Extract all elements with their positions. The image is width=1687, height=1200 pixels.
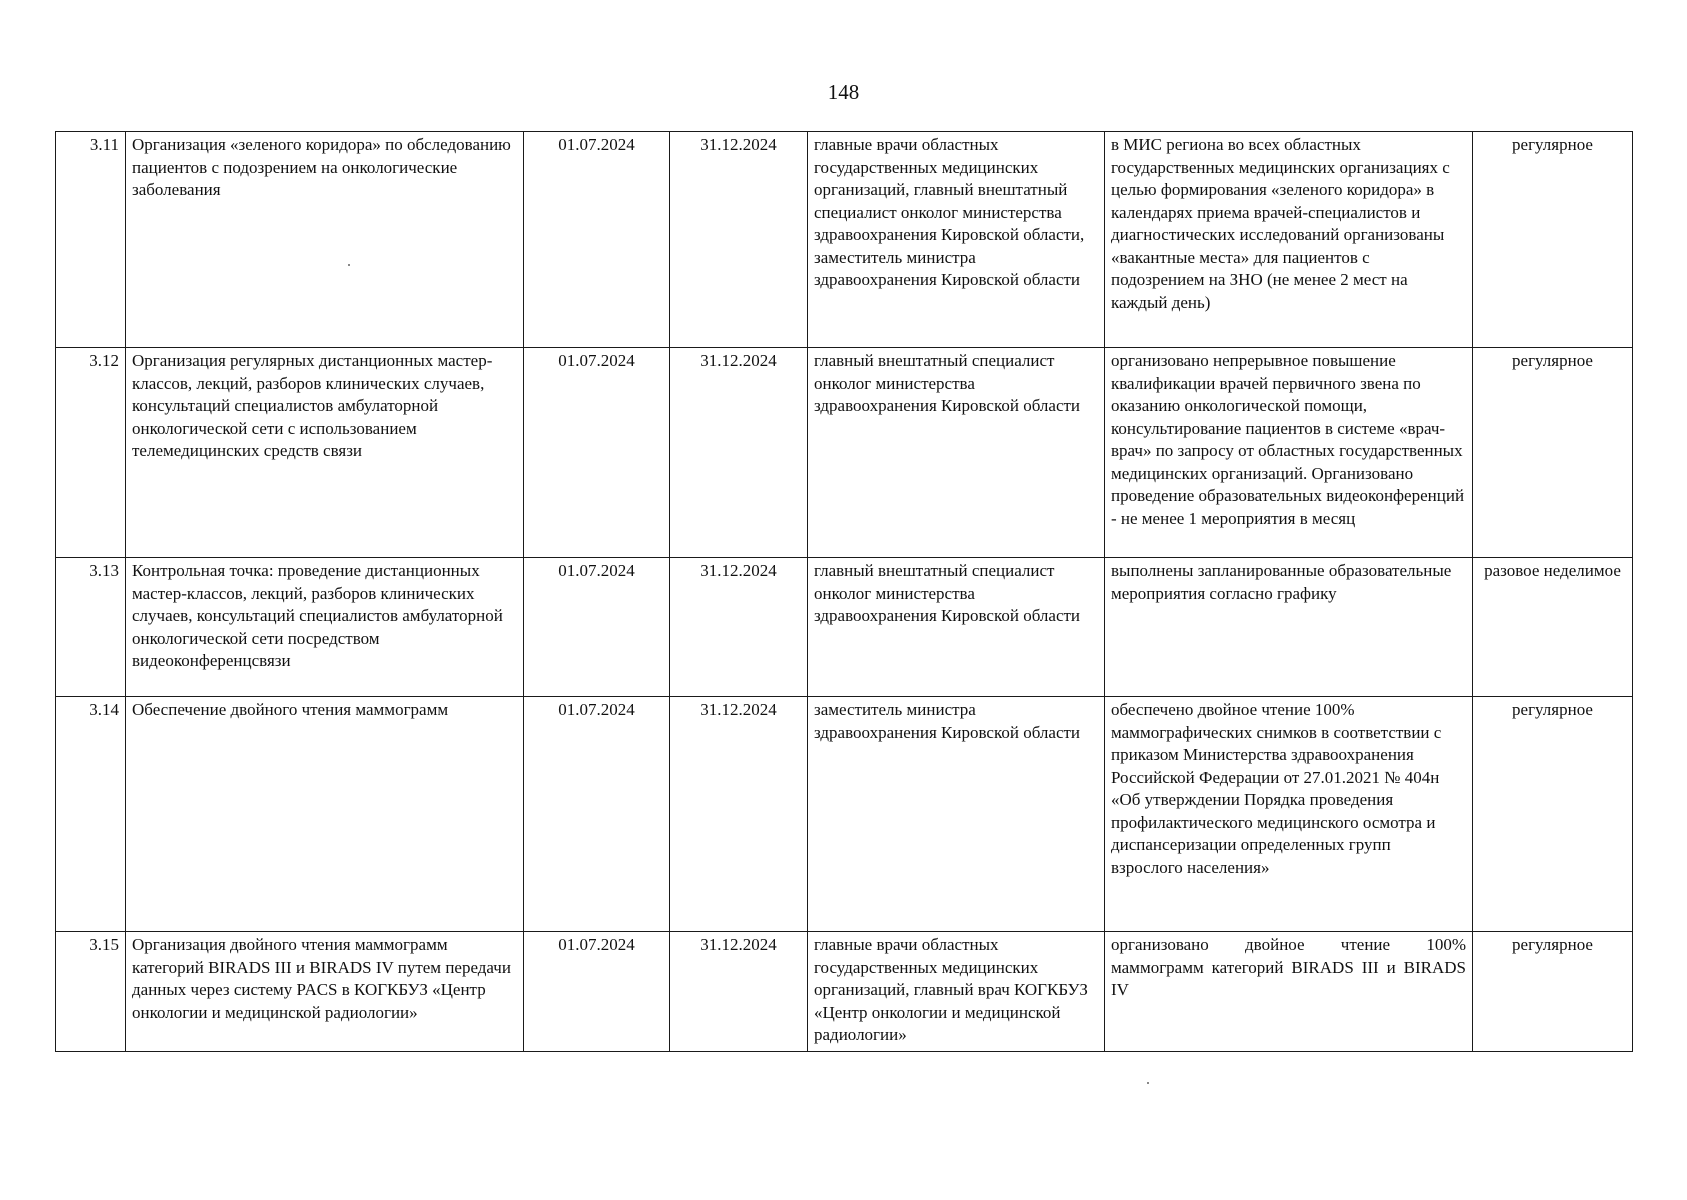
result: организовано непрерывное повышение квалификации врачей первичного звена по оказанию онкологической помощи, консультирование пациентов в системе «врач-врач» по запросу от областных государственных медицинских организаций. Организовано проведение образовательных видеоконференций - не менее 1 мероприятия в месяц [1105,348,1473,558]
start-date: 01.07.2024 [524,932,670,1052]
table-row [56,697,1633,932]
responsible: заместитель министра здравоохранения Кировской области [808,697,1105,932]
end-date: 31.12.2024 [670,348,808,558]
row-number: 3.13 [56,558,126,697]
start-date: 01.07.2024 [524,558,670,697]
table-row [56,132,1633,348]
measure-title: Контрольная точка: проведение дистанционных мастер-классов, лекций, разборов клинических случаев, консультаций специалистов амбулаторной онкологической сети посредством видеоконференцсвязи [126,558,524,697]
row-number: 3.12 [56,348,126,558]
result: обеспечено двойное чтение 100% маммографических снимков в соответствии с приказом Министерства здравоохранения Российской Федерации от 27.01.2021 № 404н «Об утверждении Порядка проведения профилактического медицинского осмотра и диспансеризации определенных групп взрослого населения» [1105,697,1473,932]
start-date: 01.07.2024 [524,348,670,558]
responsible: главные врачи областных государственных медицинских организаций, главный внештатный специалист онколог министерства здравоохранения Кировской области, заместитель министра здравоохранения Кировской области [808,132,1105,348]
responsible: главный внештатный специалист онколог министерства здравоохранения Кировской области [808,348,1105,558]
scan-speck [1147,1082,1149,1084]
table-row [56,932,1633,1052]
measure-type: регулярное [1473,132,1633,348]
result: организовано двойное чтение 100% маммограмм категорий BIRADS III и BIRADS IV [1105,932,1473,1052]
measure-title: Организация «зеленого коридора» по обследованию пациентов с подозрением на онкологические заболевания [126,132,524,348]
table-row [56,348,1633,558]
scan-speck [348,264,350,266]
measure-title: Организация регулярных дистанционных мастер-классов, лекций, разборов клинических случаев, консультаций специалистов амбулаторной онкологической сети с использованием телемедицинских средств связи [126,348,524,558]
measures-table [55,131,1633,1052]
table-row [56,558,1633,697]
end-date: 31.12.2024 [670,697,808,932]
measure-type: регулярное [1473,348,1633,558]
start-date: 01.07.2024 [524,132,670,348]
measure-type: регулярное [1473,932,1633,1052]
measure-title: Организация двойного чтения маммограмм категорий BIRADS III и BIRADS IV путем передачи данных через систему PACS в КОГКБУЗ «Центр онкологии и медицинской радиологии» [126,932,524,1052]
end-date: 31.12.2024 [670,132,808,348]
measure-type: регулярное [1473,697,1633,932]
page-number: 148 [827,80,860,104]
start-date: 01.07.2024 [524,697,670,932]
row-number: 3.14 [56,697,126,932]
row-number: 3.15 [56,932,126,1052]
end-date: 31.12.2024 [670,558,808,697]
result: выполнены запланированные образовательные мероприятия согласно графику [1105,558,1473,697]
measure-type: разовое неделимое [1473,558,1633,697]
result: в МИС региона во всех областных государственных медицинских организациях с целью формирования «зеленого коридора» в календарях приема врачей-специалистов и диагностических исследований организованы «вакантные места» для пациентов с подозрением на ЗНО (не менее 2 мест на каждый день) [1105,132,1473,348]
row-number: 3.11 [56,132,126,348]
responsible: главный внештатный специалист онколог министерства здравоохранения Кировской области [808,558,1105,697]
end-date: 31.12.2024 [670,932,808,1052]
responsible: главные врачи областных государственных медицинских организаций, главный врач КОГКБУЗ «Центр онкологии и медицинской радиологии» [808,932,1105,1052]
measure-title: Обеспечение двойного чтения маммограмм [126,697,524,932]
